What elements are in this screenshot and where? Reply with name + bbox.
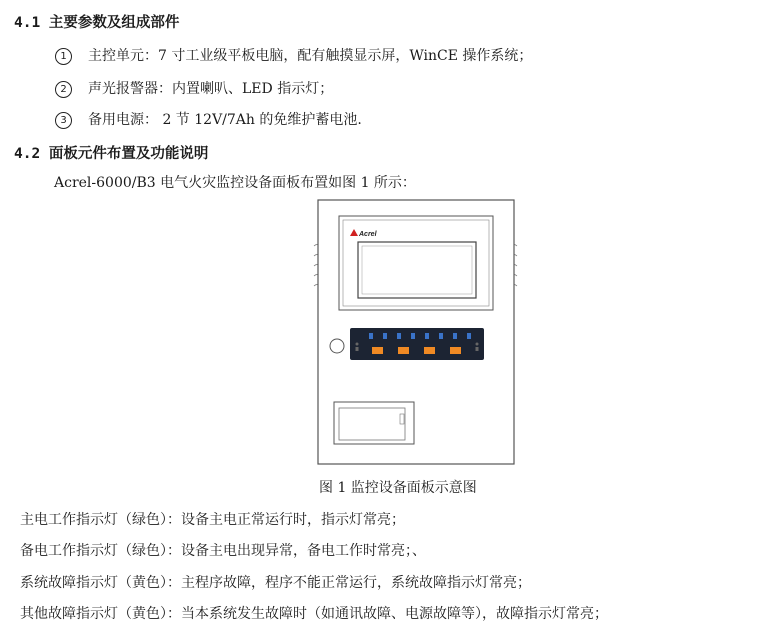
description-line: 备电工作指示灯（绿色）：设备主电出现异常，备电工作时常亮；、	[20, 543, 426, 559]
item-number: 2	[55, 81, 72, 98]
battery-compartment	[334, 402, 414, 444]
speaker-grille	[330, 339, 344, 353]
indicator-panel	[350, 328, 484, 360]
item-text: 声光报警器：内置喇叭、LED 指示灯；	[88, 81, 334, 97]
item-text: 主控单元：7 寸工业级平板电脑，配有触摸显示屏，WinCE 操作系统；	[88, 48, 533, 64]
panel-diagram	[306, 196, 526, 468]
figure-intro: Acrel-6000/B3 电气火灾监控设备面板布置如图 1 所示：	[54, 175, 416, 191]
section-4-1-heading: 4.1 主要参数及组成部件	[14, 15, 180, 31]
figure-caption: 图 1 监控设备面板示意图	[319, 480, 477, 496]
description-line: 系统故障指示灯（黄色）：主程序故障，程序不能正常运行，系统故障指示灯常亮；	[20, 575, 531, 591]
list-item	[55, 109, 362, 129]
description-line: 其他故障指示灯（黄色）：当本系统发生故障时（如通讯故障、电源故障等），故障指示灯常亮；	[20, 606, 608, 622]
svg-text:Acrel: Acrel	[359, 231, 377, 238]
item-number: 3	[55, 112, 72, 129]
item-text: 备用电源： 2 节 12V/7Ah 的免维护蓄电池.	[88, 112, 362, 128]
list-item	[55, 78, 333, 98]
description-line: 主电工作指示灯（绿色）：设备主电正常运行时，指示灯常亮；	[20, 512, 405, 528]
touch-screen	[358, 242, 476, 298]
item-number: 1	[55, 48, 72, 65]
list-item	[55, 45, 532, 65]
section-4-2-heading: 4.2 面板元件布置及功能说明	[14, 146, 209, 162]
